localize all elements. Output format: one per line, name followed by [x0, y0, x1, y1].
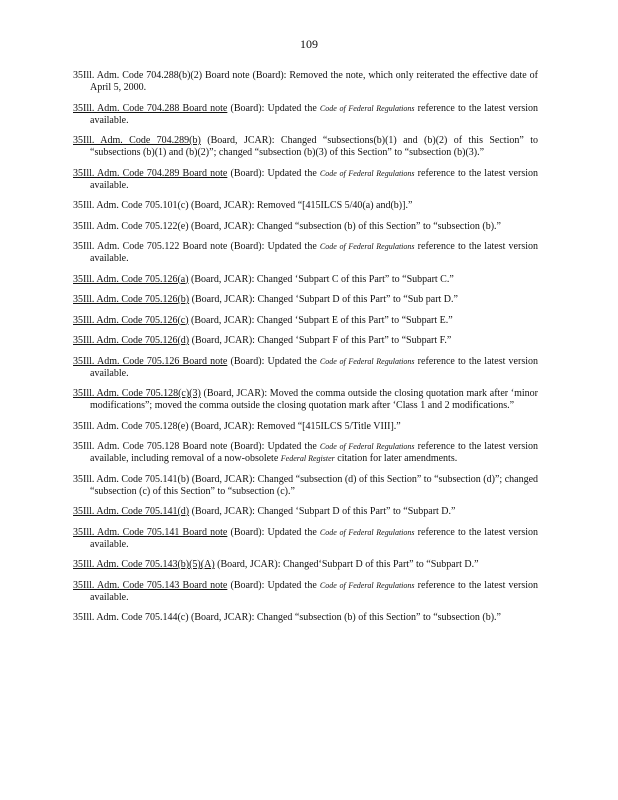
amendment-entry [73, 421, 538, 433]
entry-citation: 35Ill. Adm. Code 705.143 Board note [73, 579, 228, 591]
amendment-entry [73, 135, 538, 159]
entry-citation: 35Ill. Adm. Code 705.126(a) [73, 273, 189, 285]
entry-text: (Board, JCAR): Changed “subsection (b) of this Section” to “subsection (b).” [188, 612, 501, 623]
entry-text-tail: citation for later amendments. [334, 453, 458, 464]
amendment-entry [73, 335, 538, 347]
entry-citation: 35Ill. Adm. Code 705.126(b) [73, 294, 190, 305]
entry-text: (Board): Updated the [227, 441, 320, 452]
entry-citation: 35Ill. Adm. Code 705.128(c)(3) [73, 388, 201, 399]
amendment-entry [73, 474, 538, 498]
entry-text: (Board, JCAR): Changed ‘Subpart F of this Part” to “Subpart F.” [189, 335, 452, 346]
entry-text: (Board, JCAR): Changed “subsections(b)(1) and (b)(2) of this Section” to “subsections (b)(1) and (b)(2)”; changed “subsection (b)(3) of this Section” to “subsection (b)(3).” [90, 135, 538, 158]
entry-text: (Board): Removed the note, which only reiterated the effective date of April 5, 2000. [90, 70, 539, 93]
entry-text: (Board, JCAR): Changed ‘Subpart C of this Part” to “Subpart C.” [188, 273, 454, 285]
amendment-entry [73, 612, 538, 624]
entry-text: (Board, JCAR): Changed “subsection (b) of this Section” to “subsection (b).” [188, 220, 501, 232]
entry-citation: 35Ill. Adm. Code 705.126(d) [73, 335, 190, 346]
entry-text-tail: reference to the latest version available. [90, 355, 538, 379]
amendment-entry [73, 241, 538, 265]
amendment-entry [73, 388, 538, 412]
entry-publication-title: Code of Federal Regulations [319, 242, 415, 251]
amendment-entry [73, 506, 538, 518]
amendment-entry [73, 559, 538, 571]
entry-text-tail: reference to the latest version available. [90, 579, 538, 603]
entry-text: (Board): Updated the [227, 241, 320, 252]
entry-citation: 35Ill. Adm. Code 705.143(b)(5)(A) [73, 559, 215, 570]
amendment-entry [73, 70, 538, 94]
amendment-entry [73, 356, 538, 380]
entry-text-tail: reference to the latest version available. [90, 102, 538, 126]
entry-text: (Board): Updated the [227, 102, 320, 114]
entry-text: (Board, JCAR): Changed‘Subpart D of this Part” to “Subpart D.” [214, 559, 479, 570]
entry-publication-title: Code of Federal Regulations [319, 356, 415, 366]
page-number: 109 [300, 37, 318, 51]
entry-text: (Board, JCAR): Removed “[415ILCS 5/40(a) and(b)].” [188, 200, 413, 211]
entry-citation: 35Ill. Adm. Code 704.288(b)(2) Board note [73, 70, 250, 81]
entry-citation: 35Ill. Adm. Code 705.144(c) [73, 612, 189, 623]
amendment-list [73, 70, 538, 633]
entry-text: (Board, JCAR): Removed “[415ILCS 5/Title VIII].” [188, 420, 401, 432]
amendment-entry [73, 168, 538, 192]
entry-text: (Board, JCAR): Changed ‘Subpart D of this Part” to “Subpart D.” [189, 506, 456, 517]
amendment-entry [73, 580, 538, 604]
entry-text: (Board): Updated the [227, 355, 320, 367]
entry-text-tail: reference to the latest version available, including removal of a now-obsolete [90, 441, 538, 464]
entry-citation: 35Ill. Adm. Code 704.289(b) [73, 135, 201, 146]
amendment-entry [73, 527, 538, 551]
entry-publication-title: Federal Register [280, 454, 335, 463]
amendment-entry [73, 221, 538, 233]
entry-publication-title: Code of Federal Regulations [319, 580, 415, 590]
amendment-entry [73, 315, 538, 327]
entry-citation: 35Ill. Adm. Code 705.122 Board note [73, 241, 228, 252]
entry-text: (Board, JCAR): Moved the comma outside the closing quotation mark after ‘minor modifications”; moved the comma outside the closing quotation mark after ‘Class 1 and 2 modifications.” [90, 388, 539, 411]
amendment-entry [73, 103, 538, 127]
amendment-entry [73, 294, 538, 306]
entry-citation: 35Ill. Adm. Code 705.141 Board note [73, 526, 228, 538]
entry-text-tail: reference to the latest version available. [90, 241, 538, 264]
entry-citation: 35Ill. Adm. Code 705.128 Board note [73, 441, 228, 452]
entry-publication-title: Code of Federal Regulations [319, 103, 415, 113]
entry-text-tail: reference to the latest version available. [90, 167, 538, 191]
entry-publication-title: Code of Federal Regulations [319, 442, 415, 451]
entry-citation: 35Ill. Adm. Code 705.141(d) [73, 506, 190, 517]
entry-text: (Board): Updated the [227, 526, 320, 538]
entry-citation: 35Ill. Adm. Code 704.289 Board note [73, 167, 228, 179]
entry-text: (Board, JCAR): Changed “subsection (d) of this Section” to “subsection (d)”; changed “subsection (c) of this Section” to “subsection (c).” [90, 473, 539, 497]
entry-text-tail: reference to the latest version available. [90, 526, 538, 550]
entry-text: (Board, JCAR): Changed ‘Subpart E of this Part” to “Subpart E.” [188, 314, 453, 326]
entry-publication-title: Code of Federal Regulations [319, 168, 415, 178]
entry-text: (Board): Updated the [227, 579, 320, 591]
entry-citation: 35Ill. Adm. Code 705.126 Board note [73, 355, 228, 367]
entry-text: (Board, JCAR): Changed ‘Subpart D of this Part” to “Sub part D.” [189, 294, 458, 305]
entry-text: (Board): Updated the [227, 167, 320, 179]
entry-citation: 35Ill. Adm. Code 705.128(e) [73, 420, 189, 432]
entry-citation: 35Ill. Adm. Code 705.101(c) [73, 200, 189, 211]
entry-citation: 35Ill. Adm. Code 704.288 Board note [73, 102, 228, 114]
entry-citation: 35Ill. Adm. Code 705.122(e) [73, 220, 189, 232]
entry-publication-title: Code of Federal Regulations [319, 527, 415, 537]
amendment-entry [73, 200, 538, 212]
entry-citation: 35Ill. Adm. Code 705.141(b) [73, 473, 190, 485]
amendment-entry [73, 274, 538, 286]
amendment-entry [73, 441, 538, 465]
entry-citation: 35Ill. Adm. Code 705.126(c) [73, 314, 189, 326]
